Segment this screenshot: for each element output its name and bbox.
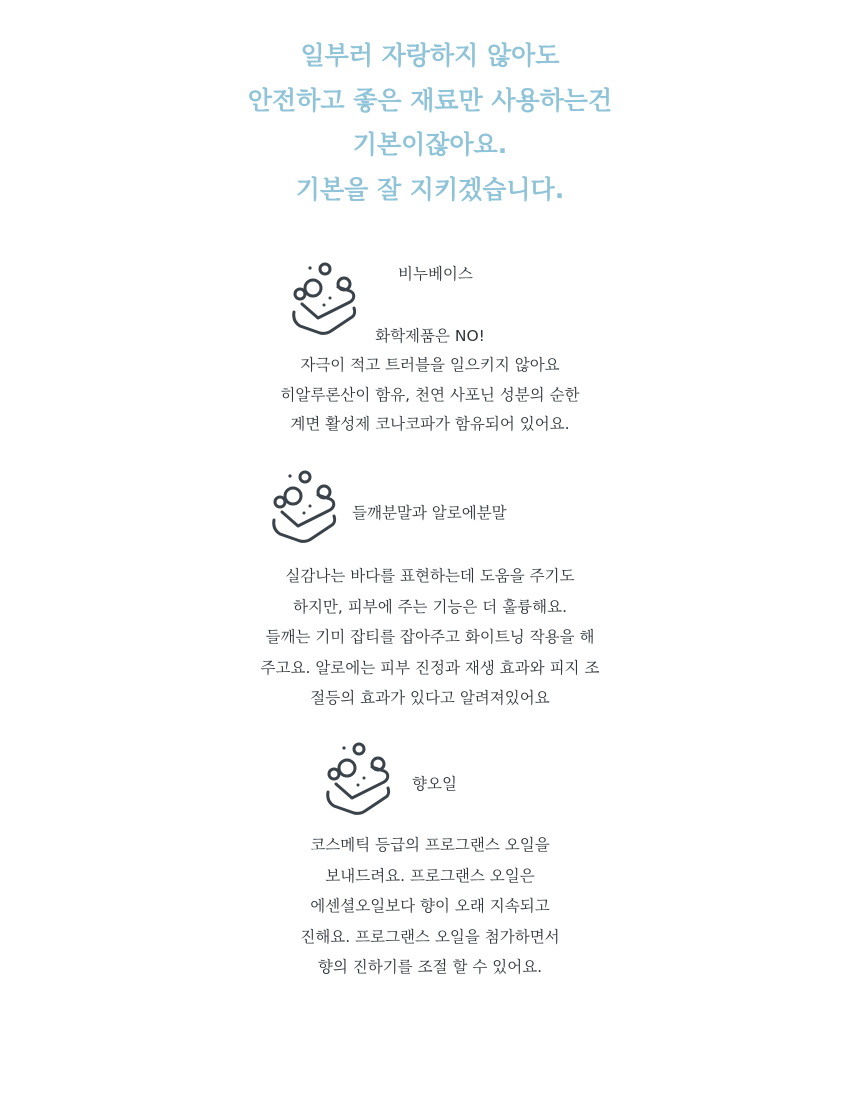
body-line: 자극이 적고 트러블을 일으키지 않아요 bbox=[300, 356, 560, 375]
headline-line: 일부러 자랑하지 않아도 bbox=[300, 41, 560, 70]
body-line: 들깨는 기미 잡티를 잡아주고 화이트닝 작용을 해 bbox=[265, 628, 595, 646]
body-line: 절등의 효과가 있다고 알려져있어요 bbox=[310, 689, 550, 707]
body-line: 주고요. 알로에는 피부 진정과 재생 효과와 피지 조 bbox=[260, 658, 600, 677]
section-body bbox=[0, 830, 860, 983]
body-line: 실감나는 바다를 표현하는데 도움을 주기도 bbox=[285, 567, 575, 585]
body-line: 향의 진하기를 조절 할 수 있어요. bbox=[317, 958, 543, 976]
soap-bubbles-icon bbox=[322, 740, 394, 816]
body-line: 히알루론산이 함유, 천연 사포닌 성분의 순한 bbox=[280, 385, 580, 404]
section-title: 들깨분말과 알로에분말 bbox=[352, 504, 507, 522]
body-line: 에센셜오일보다 향이 오래 지속되고 bbox=[310, 897, 550, 915]
headline-line: 기본이잖아요. bbox=[352, 130, 508, 159]
headline-line: 기본을 잘 지키겠습니다. bbox=[295, 174, 565, 204]
body-line: 화학제품은 NO! bbox=[375, 327, 485, 345]
body-line: 계면 활성제 코나코파가 함유되어 있어요. bbox=[290, 414, 570, 433]
body-line: 보내드려요. 프로그랜스 오일은 bbox=[325, 866, 535, 885]
section-body bbox=[0, 561, 860, 714]
headline-line: 안전하고 좋은 재료만 사용하는건 bbox=[247, 85, 613, 115]
headline bbox=[0, 34, 860, 212]
section-title: 향오일 bbox=[412, 775, 457, 793]
section-title: 비누베이스 bbox=[398, 265, 473, 283]
body-line: 하지만, 피부에 주는 기능은 더 훌륭해요. bbox=[292, 597, 568, 616]
section-body bbox=[0, 322, 860, 439]
soap-bubbles-icon bbox=[268, 468, 340, 544]
body-line: 코스메틱 등급의 프로그랜스 오일을 bbox=[310, 836, 550, 854]
body-line: 진해요. 프로그랜스 오일을 첨가하면서 bbox=[300, 927, 560, 946]
